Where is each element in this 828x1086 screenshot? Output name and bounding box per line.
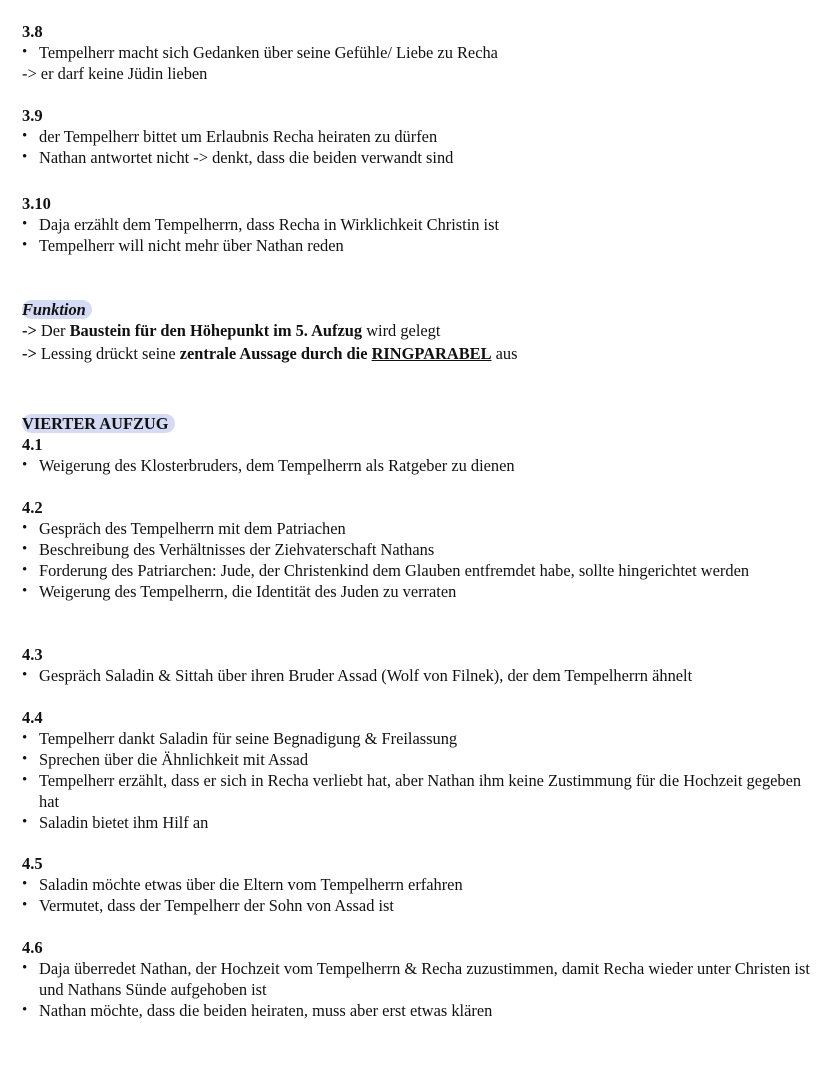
section-number: 3.8: [22, 22, 43, 41]
section-3-9: [22, 105, 822, 168]
bullet-item: • Vermutet, dass der Tempelherr der Sohn von Assad ist: [22, 895, 822, 916]
section-4-6: [22, 937, 822, 1021]
section-4-3: [22, 644, 822, 686]
funktion-section: [22, 299, 822, 364]
section-number: 3.9: [22, 106, 43, 125]
bullet-item: • Saladin bietet ihm Hilf an: [22, 812, 822, 833]
section-number: 4.4: [22, 708, 43, 727]
bullet-item: • Nathan möchte, dass die beiden heiraten, muss aber erst etwas klären: [22, 1000, 822, 1021]
section-4-4: [22, 707, 822, 833]
bullet-item: • Sprechen über die Ähnlichkeit mit Assad: [22, 749, 822, 770]
bullet-item: • Tempelherr will nicht mehr über Nathan reden: [22, 235, 822, 256]
section-number: 4.5: [22, 854, 43, 873]
bullet-item: • Weigerung des Tempelherrn, die Identität des Juden zu verraten: [22, 581, 822, 602]
funktion-line-2: [22, 343, 822, 364]
text: Der: [36, 321, 70, 340]
section-4-5: [22, 853, 822, 916]
arrow: ->: [22, 321, 37, 340]
section-4-2: [22, 497, 822, 602]
section-number: 4.1: [22, 435, 43, 454]
bullet-item: • Gespräch Saladin & Sittah über ihren Bruder Assad (Wolf von Filnek), der dem Tempelherrn ähnelt: [22, 665, 822, 686]
vierter-aufzug-heading: VIERTER AUFZUG: [22, 414, 175, 433]
section-number: 4.6: [22, 938, 43, 957]
vierter-aufzug-section: [22, 413, 822, 476]
bullet-item: • Tempelherr erzählt, dass er sich in Recha verliebt hat, aber Nathan ihm keine Zustimmung für die Hochzeit gegeben hat: [22, 770, 822, 812]
bullet-item: • Daja überredet Nathan, der Hochzeit vom Tempelherrn & Recha zuzustimmen, damit Recha wieder unter Christen ist und Nathans Sünde aufgehoben ist: [22, 958, 822, 1000]
bullet-item: • Tempelherr dankt Saladin für seine Begnadigung & Freilassung: [22, 728, 822, 749]
section-number: 4.2: [22, 498, 43, 517]
funktion-heading: Funktion: [22, 300, 92, 319]
bullet-item: • Beschreibung des Verhältnisses der Ziehvaterschaft Nathans: [22, 539, 822, 560]
underlined-text: RINGPARABEL: [371, 344, 492, 363]
bullet-item: • Forderung des Patriarchen: Jude, der Christenkind dem Glauben entfremdet habe, sollte hingerichtet werden: [22, 560, 822, 581]
bold-text: Baustein für den Höhepunkt im 5. Aufzug: [69, 321, 363, 340]
bullet-item: • Tempelherr macht sich Gedanken über seine Gefühle/ Liebe zu Recha: [22, 42, 822, 63]
bold-text: zentrale Aussage durch die: [179, 344, 372, 363]
funktion-line-1: [22, 320, 822, 341]
section-number: 4.3: [22, 645, 43, 664]
text: wird gelegt: [362, 321, 441, 340]
bullet-item: • Nathan antwortet nicht -> denkt, dass die beiden verwandt sind: [22, 147, 822, 168]
text: aus: [491, 344, 518, 363]
bullet-item: • Weigerung des Klosterbruders, dem Tempelherrn als Ratgeber zu dienen: [22, 455, 822, 476]
text-line: -> er darf keine Jüdin lieben: [22, 64, 208, 83]
section-number: 3.10: [22, 194, 51, 213]
bullet-item: • Daja erzählt dem Tempelherrn, dass Recha in Wirklichkeit Christin ist: [22, 214, 822, 235]
bullet-item: • Gespräch des Tempelherrn mit dem Patriachen: [22, 518, 822, 539]
section-3-8: [22, 21, 822, 84]
bullet-item: • Saladin möchte etwas über die Eltern vom Tempelherrn erfahren: [22, 874, 822, 895]
section-3-10: [22, 193, 822, 256]
bullet-item: • der Tempelherr bittet um Erlaubnis Recha heiraten zu dürfen: [22, 126, 822, 147]
arrow: ->: [22, 344, 37, 363]
text: Lessing drückt seine: [36, 344, 180, 363]
